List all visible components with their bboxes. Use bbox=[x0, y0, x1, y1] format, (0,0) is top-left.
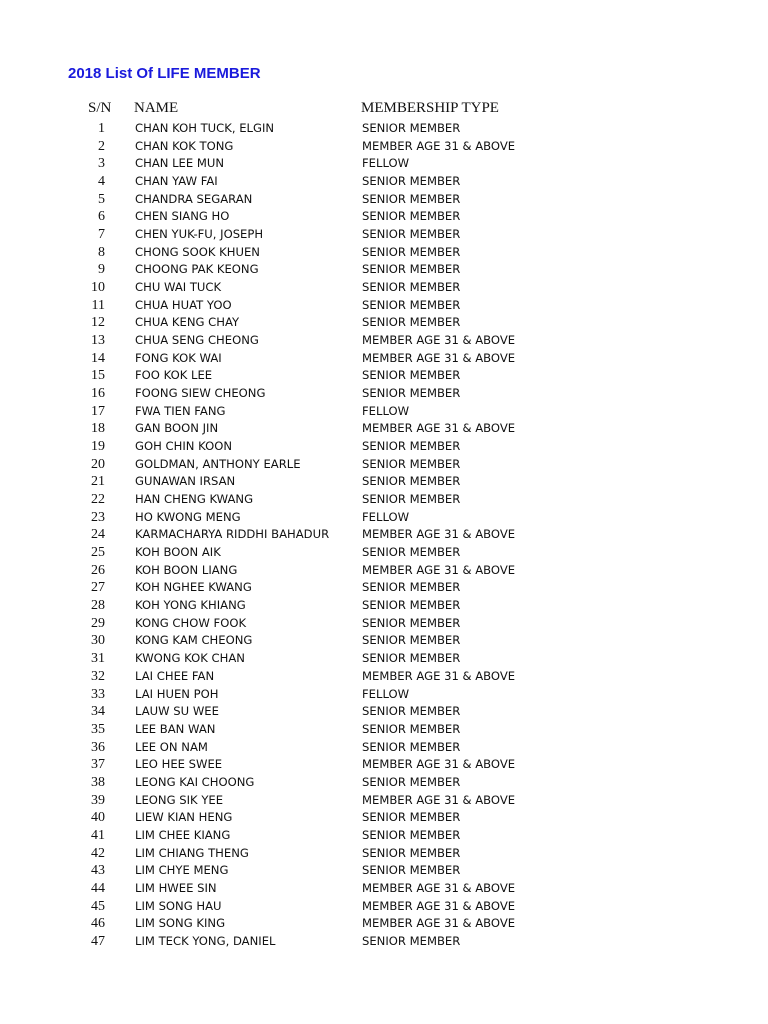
row-sn: 21 bbox=[91, 474, 105, 490]
row-membership-type: MEMBER AGE 31 & ABOVE bbox=[362, 421, 516, 436]
table-row bbox=[0, 862, 768, 880]
row-sn: 4 bbox=[98, 174, 105, 190]
table-row bbox=[0, 756, 768, 774]
header-sn: S/N bbox=[88, 100, 112, 116]
table-row bbox=[0, 880, 768, 898]
row-sn: 46 bbox=[91, 916, 105, 932]
row-membership-type: FELLOW bbox=[362, 686, 410, 701]
table-row bbox=[0, 898, 768, 916]
row-name: CHAN YAW FAI bbox=[135, 174, 218, 189]
table-row bbox=[0, 208, 768, 226]
table-row bbox=[0, 297, 768, 315]
row-name: KOH NGHEE KWANG bbox=[135, 580, 252, 595]
table-row bbox=[0, 438, 768, 456]
row-name: KOH YONG KHIANG bbox=[135, 598, 246, 613]
page-title: 2018 List Of LIFE MEMBER bbox=[68, 65, 261, 82]
row-sn: 47 bbox=[91, 933, 105, 949]
row-name: CHUA KENG CHAY bbox=[135, 315, 240, 330]
table-row bbox=[0, 774, 768, 792]
row-name: KARMACHARYA RIDDHI BAHADUR bbox=[135, 527, 330, 542]
row-sn: 14 bbox=[91, 350, 105, 366]
row-name: FWA TIEN FANG bbox=[135, 403, 226, 418]
row-membership-type: SENIOR MEMBER bbox=[362, 827, 461, 842]
table-row bbox=[0, 562, 768, 580]
row-membership-type: SENIOR MEMBER bbox=[362, 121, 461, 135]
table-row bbox=[0, 332, 768, 350]
row-membership-type: SENIOR MEMBER bbox=[362, 721, 461, 736]
row-sn: 35 bbox=[91, 721, 105, 737]
row-membership-type: SENIOR MEMBER bbox=[362, 174, 461, 189]
row-sn: 7 bbox=[98, 227, 105, 243]
table-row bbox=[0, 314, 768, 332]
row-membership-type: SENIOR MEMBER bbox=[362, 456, 461, 471]
row-membership-type: SENIOR MEMBER bbox=[362, 598, 461, 613]
row-name: CHU WAI TUCK bbox=[135, 280, 222, 295]
row-membership-type: MEMBER AGE 31 & ABOVE bbox=[362, 880, 516, 895]
row-name: LIM CHIANG THENG bbox=[135, 845, 249, 860]
row-sn: 34 bbox=[91, 704, 105, 720]
row-sn: 22 bbox=[91, 492, 105, 508]
table-row bbox=[0, 367, 768, 385]
table-row bbox=[0, 244, 768, 262]
table-row bbox=[0, 420, 768, 438]
table-row bbox=[0, 933, 768, 951]
row-membership-type: MEMBER AGE 31 & ABOVE bbox=[362, 527, 516, 542]
row-name: GAN BOON JIN bbox=[135, 421, 219, 436]
row-sn: 11 bbox=[91, 297, 105, 313]
row-name: FONG KOK WAI bbox=[135, 350, 222, 365]
table-row bbox=[0, 155, 768, 173]
row-name: KONG CHOW FOOK bbox=[135, 615, 247, 630]
row-name: LIEW KIAN HENG bbox=[135, 810, 233, 825]
table-header bbox=[0, 100, 768, 120]
row-membership-type: SENIOR MEMBER bbox=[362, 545, 461, 560]
row-membership-type: SENIOR MEMBER bbox=[362, 633, 461, 648]
row-sn: 33 bbox=[91, 686, 105, 702]
row-name: KWONG KOK CHAN bbox=[135, 651, 245, 666]
row-sn: 29 bbox=[91, 615, 105, 631]
row-sn: 32 bbox=[91, 668, 105, 684]
row-membership-type: SENIOR MEMBER bbox=[362, 774, 461, 789]
member-table bbox=[0, 120, 768, 951]
row-sn: 18 bbox=[91, 421, 105, 437]
table-row bbox=[0, 809, 768, 827]
row-name: CHUA SENG CHEONG bbox=[135, 333, 259, 348]
row-name: LAI HUEN POH bbox=[135, 686, 219, 701]
table-row bbox=[0, 226, 768, 244]
row-sn: 43 bbox=[91, 863, 105, 879]
row-membership-type: SENIOR MEMBER bbox=[362, 297, 461, 312]
row-name: LIM SONG HAU bbox=[135, 898, 222, 913]
row-name: LEE BAN WAN bbox=[135, 721, 216, 736]
table-row bbox=[0, 668, 768, 686]
row-sn: 10 bbox=[91, 280, 105, 296]
row-membership-type: SENIOR MEMBER bbox=[362, 933, 461, 948]
row-membership-type: SENIOR MEMBER bbox=[362, 191, 461, 206]
table-row bbox=[0, 491, 768, 509]
row-name: HO KWONG MENG bbox=[135, 509, 241, 524]
row-membership-type: SENIOR MEMBER bbox=[362, 386, 461, 401]
table-row bbox=[0, 173, 768, 191]
row-sn: 13 bbox=[91, 333, 105, 349]
table-row bbox=[0, 721, 768, 739]
row-membership-type: FELLOW bbox=[362, 509, 410, 524]
row-name: LEONG KAI CHOONG bbox=[135, 774, 255, 789]
row-name: KOH BOON AIK bbox=[135, 545, 221, 560]
row-name: CHEN SIANG HO bbox=[135, 209, 230, 224]
table-row bbox=[0, 544, 768, 562]
row-sn: 3 bbox=[98, 156, 105, 172]
row-sn: 40 bbox=[91, 810, 105, 826]
row-name: LIM CHYE MENG bbox=[135, 863, 229, 878]
row-membership-type: MEMBER AGE 31 & ABOVE bbox=[362, 668, 516, 683]
row-name: LIM SONG KING bbox=[135, 916, 226, 931]
row-name: LEE ON NAM bbox=[135, 739, 208, 754]
row-name: LAUW SU WEE bbox=[135, 704, 219, 719]
row-membership-type: SENIOR MEMBER bbox=[362, 315, 461, 330]
row-membership-type: SENIOR MEMBER bbox=[362, 810, 461, 825]
row-membership-type: SENIOR MEMBER bbox=[362, 739, 461, 754]
row-name: CHAN KOH TUCK, ELGIN bbox=[135, 121, 275, 135]
row-membership-type: FELLOW bbox=[362, 403, 410, 418]
row-sn: 6 bbox=[98, 209, 105, 225]
row-membership-type: MEMBER AGE 31 & ABOVE bbox=[362, 757, 516, 772]
header-name: NAME bbox=[134, 100, 179, 116]
table-row bbox=[0, 473, 768, 491]
table-row bbox=[0, 632, 768, 650]
row-name: CHAN LEE MUN bbox=[135, 156, 225, 171]
row-name: LEO HEE SWEE bbox=[135, 757, 223, 772]
row-name: KOH BOON LIANG bbox=[135, 562, 238, 577]
row-membership-type: SENIOR MEMBER bbox=[362, 209, 461, 224]
row-sn: 37 bbox=[91, 757, 105, 773]
row-membership-type: SENIOR MEMBER bbox=[362, 280, 461, 295]
row-sn: 45 bbox=[91, 898, 105, 914]
row-sn: 17 bbox=[91, 403, 105, 419]
row-name: CHANDRA SEGARAN bbox=[135, 191, 253, 206]
row-name: CHONG SOOK KHUEN bbox=[135, 244, 260, 259]
row-name: CHAN KOK TONG bbox=[135, 138, 234, 153]
row-membership-type: SENIOR MEMBER bbox=[362, 244, 461, 259]
row-name: LAI CHEE FAN bbox=[135, 668, 215, 683]
row-sn: 5 bbox=[98, 191, 105, 207]
row-membership-type: MEMBER AGE 31 & ABOVE bbox=[362, 350, 516, 365]
row-sn: 42 bbox=[91, 845, 105, 861]
table-row bbox=[0, 739, 768, 757]
row-membership-type: SENIOR MEMBER bbox=[362, 368, 461, 383]
row-sn: 28 bbox=[91, 598, 105, 614]
row-sn: 12 bbox=[91, 315, 105, 331]
row-sn: 44 bbox=[91, 880, 105, 896]
row-name: KONG KAM CHEONG bbox=[135, 633, 253, 648]
row-sn: 16 bbox=[91, 386, 105, 402]
table-row bbox=[0, 138, 768, 156]
table-row bbox=[0, 650, 768, 668]
table-row bbox=[0, 845, 768, 863]
row-name: FOONG SIEW CHEONG bbox=[135, 386, 266, 401]
row-sn: 8 bbox=[98, 244, 105, 260]
table-row bbox=[0, 191, 768, 209]
row-sn: 30 bbox=[91, 633, 105, 649]
table-row bbox=[0, 615, 768, 633]
table-row bbox=[0, 703, 768, 721]
table-row bbox=[0, 403, 768, 421]
row-membership-type: SENIOR MEMBER bbox=[362, 439, 461, 454]
row-sn: 25 bbox=[91, 545, 105, 561]
row-membership-type: SENIOR MEMBER bbox=[362, 615, 461, 630]
table-row bbox=[0, 597, 768, 615]
row-membership-type: MEMBER AGE 31 & ABOVE bbox=[362, 898, 516, 913]
row-membership-type: SENIOR MEMBER bbox=[362, 227, 461, 242]
table-row bbox=[0, 456, 768, 474]
row-membership-type: SENIOR MEMBER bbox=[362, 845, 461, 860]
table-row bbox=[0, 509, 768, 527]
row-sn: 39 bbox=[91, 792, 105, 808]
row-name: CHUA HUAT YOO bbox=[135, 297, 232, 312]
row-sn: 24 bbox=[91, 527, 105, 543]
row-membership-type: SENIOR MEMBER bbox=[362, 704, 461, 719]
table-row bbox=[0, 792, 768, 810]
row-membership-type: SENIOR MEMBER bbox=[362, 474, 461, 489]
row-sn: 2 bbox=[98, 138, 105, 154]
table-row bbox=[0, 686, 768, 704]
row-sn: 15 bbox=[91, 368, 105, 384]
row-sn: 36 bbox=[91, 739, 105, 755]
row-sn: 9 bbox=[98, 262, 105, 278]
row-sn: 41 bbox=[91, 827, 105, 843]
row-membership-type: SENIOR MEMBER bbox=[362, 580, 461, 595]
row-name: CHEN YUK-FU, JOSEPH bbox=[135, 227, 264, 242]
row-name: GUNAWAN IRSAN bbox=[135, 474, 236, 489]
row-membership-type: MEMBER AGE 31 & ABOVE bbox=[362, 792, 516, 807]
row-sn: 26 bbox=[91, 562, 105, 578]
row-name: LEONG SIK YEE bbox=[135, 792, 224, 807]
table-row bbox=[0, 579, 768, 597]
header-membership-type: MEMBERSHIP TYPE bbox=[361, 100, 499, 116]
table-row bbox=[0, 385, 768, 403]
row-name: LIM TECK YONG, DANIEL bbox=[135, 933, 276, 948]
row-name: GOH CHIN KOON bbox=[135, 439, 232, 454]
row-sn: 38 bbox=[91, 774, 105, 790]
table-row bbox=[0, 526, 768, 544]
row-sn: 27 bbox=[91, 580, 105, 596]
row-membership-type: MEMBER AGE 31 & ABOVE bbox=[362, 333, 516, 348]
row-membership-type: MEMBER AGE 31 & ABOVE bbox=[362, 562, 516, 577]
table-row bbox=[0, 261, 768, 279]
row-name: CHOONG PAK KEONG bbox=[135, 262, 259, 277]
row-membership-type: SENIOR MEMBER bbox=[362, 262, 461, 277]
row-sn: 31 bbox=[91, 651, 105, 667]
table-row bbox=[0, 279, 768, 297]
table-row bbox=[0, 915, 768, 933]
row-sn: 20 bbox=[91, 456, 105, 472]
row-membership-type: SENIOR MEMBER bbox=[362, 651, 461, 666]
row-sn: 19 bbox=[91, 439, 105, 455]
row-membership-type: SENIOR MEMBER bbox=[362, 863, 461, 878]
row-name: FOO KOK LEE bbox=[135, 368, 213, 383]
table-row bbox=[0, 827, 768, 845]
row-membership-type: SENIOR MEMBER bbox=[362, 492, 461, 507]
row-name: LIM HWEE SIN bbox=[135, 880, 217, 895]
row-name: HAN CHENG KWANG bbox=[135, 492, 254, 507]
table-row bbox=[0, 350, 768, 368]
row-membership-type: FELLOW bbox=[362, 156, 410, 171]
row-sn: 1 bbox=[98, 121, 105, 136]
row-sn: 23 bbox=[91, 509, 105, 525]
row-name: LIM CHEE KIANG bbox=[135, 827, 231, 842]
table-row bbox=[0, 120, 768, 138]
row-membership-type: MEMBER AGE 31 & ABOVE bbox=[362, 138, 516, 153]
row-membership-type: MEMBER AGE 31 & ABOVE bbox=[362, 916, 516, 931]
row-name: GOLDMAN, ANTHONY EARLE bbox=[135, 456, 301, 471]
